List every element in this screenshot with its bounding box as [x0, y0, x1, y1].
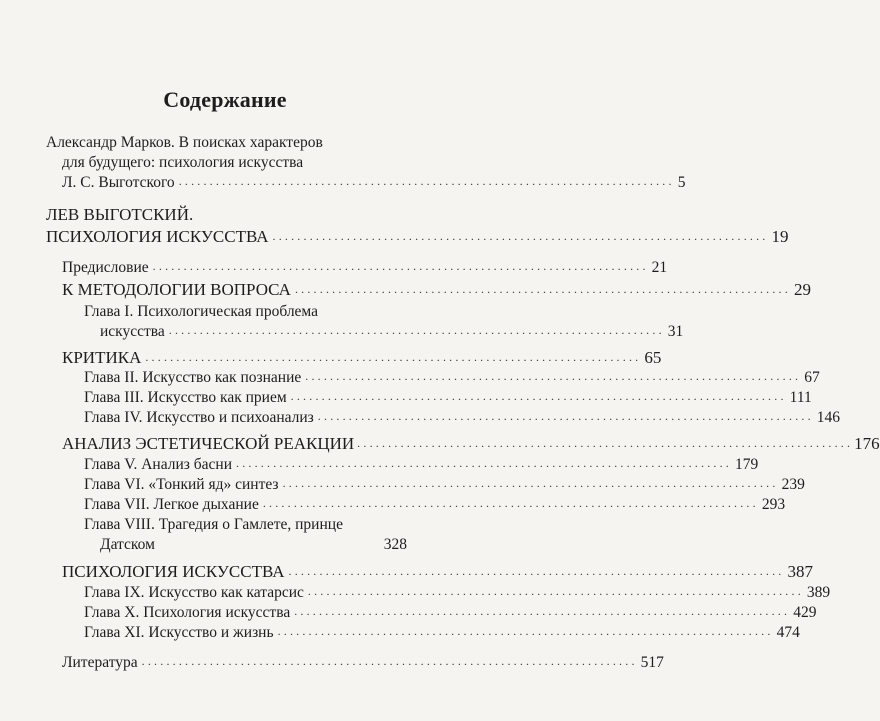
page-number: 176	[854, 434, 880, 453]
dot-leader: ................................................................................	[282, 476, 779, 490]
page-number: 389	[806, 584, 831, 601]
dot-leader: ................................................................................	[236, 456, 732, 470]
entry-label: Глава V. Анализ басни	[84, 456, 232, 473]
dot-leader: ................................................................................	[145, 350, 642, 364]
toc-entry-chapter-11[interactable]	[84, 624, 800, 642]
entry-label: АНАЛИЗ ЭСТЕТИЧЕСКОЙ РЕАКЦИИ	[62, 434, 355, 453]
page-number: 387	[787, 562, 813, 581]
entry-label: Глава XI. Искусство и жизнь	[84, 624, 274, 641]
toc-entry-part-3[interactable]	[62, 434, 880, 454]
toc-entry-chapter-1[interactable]	[100, 323, 684, 341]
page-number: 31	[667, 323, 684, 340]
entry-label: ПСИХОЛОГИЯ ИСКУССТВА	[46, 227, 269, 246]
page-number: 19	[771, 227, 789, 246]
entry-label: Глава III. Искусство как прием	[84, 389, 287, 406]
toc-entry-preface[interactable]	[62, 259, 668, 277]
entry-label: Предисловие	[62, 259, 149, 276]
page-number: 179	[735, 456, 759, 473]
entry-label: Датском	[100, 536, 155, 553]
page-number: 67	[804, 369, 820, 386]
toc-entry-chapter-10[interactable]	[84, 604, 817, 622]
toc-entry-part-1[interactable]	[62, 280, 811, 300]
dot-leader: ................................................................................	[357, 436, 854, 450]
page-title: Содержание	[163, 87, 287, 112]
page-number: 29	[793, 280, 811, 299]
toc-entry-book-title[interactable]	[46, 227, 789, 247]
entry-label: Глава VII. Легкое дыхание	[84, 496, 259, 513]
toc-entry-chapter-2[interactable]	[84, 369, 820, 387]
dot-leader: ................................................................................	[262, 496, 759, 510]
toc-entry-literature[interactable]	[62, 654, 664, 672]
page-number: 328	[383, 536, 407, 553]
dot-leader: ................................................................................	[288, 564, 785, 578]
dot-leader: ................................................................................	[152, 259, 649, 273]
page-number: 21	[651, 259, 668, 276]
dot-leader: ................................................................................	[294, 604, 791, 618]
intro-line-2: для будущего: психология искусства	[62, 154, 304, 171]
entry-label: Глава VI. «Тонкий яд» синтез	[84, 476, 279, 493]
toc-entry-part-4[interactable]	[62, 562, 813, 582]
entry-label: Литература	[62, 654, 138, 671]
entry-label: Л. С. Выготского	[62, 174, 175, 191]
entry-label: Глава IV. Искусство и психоанализ	[84, 409, 314, 426]
toc-entry-chapter-4[interactable]	[84, 409, 841, 427]
dot-leader: ................................................................................	[317, 409, 814, 423]
page-number: 474	[776, 624, 800, 641]
entry-label: искусства	[100, 323, 165, 340]
dot-leader: ................................................................................	[307, 584, 804, 598]
entry-label: Глава IX. Искусство как катарсис	[84, 584, 304, 601]
toc-entry-chapter-8[interactable]	[100, 536, 407, 554]
toc-entry-intro[interactable]	[62, 174, 686, 192]
page-number: 111	[789, 389, 812, 406]
entry-label: КРИТИКА	[62, 348, 142, 367]
toc-entry-chapter-5[interactable]	[84, 456, 759, 474]
page-number: 239	[781, 476, 805, 493]
dot-leader: ................................................................................	[277, 624, 774, 638]
toc-entry-chapter-9[interactable]	[84, 584, 831, 602]
chapter-1-line-1: Глава I. Психологическая проблема	[84, 303, 319, 320]
chapter-8-line-1: Глава VIII. Трагедия о Гамлете, принце	[84, 516, 343, 533]
dot-leader: ................................................................................	[178, 174, 675, 188]
page-number: 517	[640, 654, 664, 671]
entry-label: Глава II. Искусство как познание	[84, 369, 302, 386]
page-number: 5	[677, 174, 686, 191]
dot-leader: ................................................................................	[272, 229, 769, 243]
entry-label: Глава X. Психология искусства	[84, 604, 291, 621]
intro-line-1: Александр Марков. В поисках характеров	[46, 134, 323, 151]
toc-entry-chapter-6[interactable]	[84, 476, 805, 494]
toc-entry-part-2[interactable]	[62, 348, 662, 368]
book-title-line-1: ЛЕВ ВЫГОТСКИЙ.	[46, 205, 194, 224]
dot-leader: ................................................................................	[294, 282, 791, 296]
page-number: 293	[761, 496, 786, 513]
dot-leader: ................................................................................	[290, 389, 787, 403]
dot-leader: ................................................................................	[305, 369, 802, 383]
page-number: 65	[644, 348, 662, 367]
toc-entry-chapter-7[interactable]	[84, 496, 786, 514]
dot-leader: ................................................................................	[168, 323, 665, 337]
entry-label: К МЕТОДОЛОГИИ ВОПРОСА	[62, 280, 291, 299]
page-number: 146	[816, 409, 841, 426]
toc-entry-chapter-3[interactable]	[84, 389, 812, 407]
entry-label: ПСИХОЛОГИЯ ИСКУССТВА	[62, 562, 285, 581]
page-number: 429	[793, 604, 817, 621]
dot-leader: ................................................................................	[141, 654, 638, 668]
